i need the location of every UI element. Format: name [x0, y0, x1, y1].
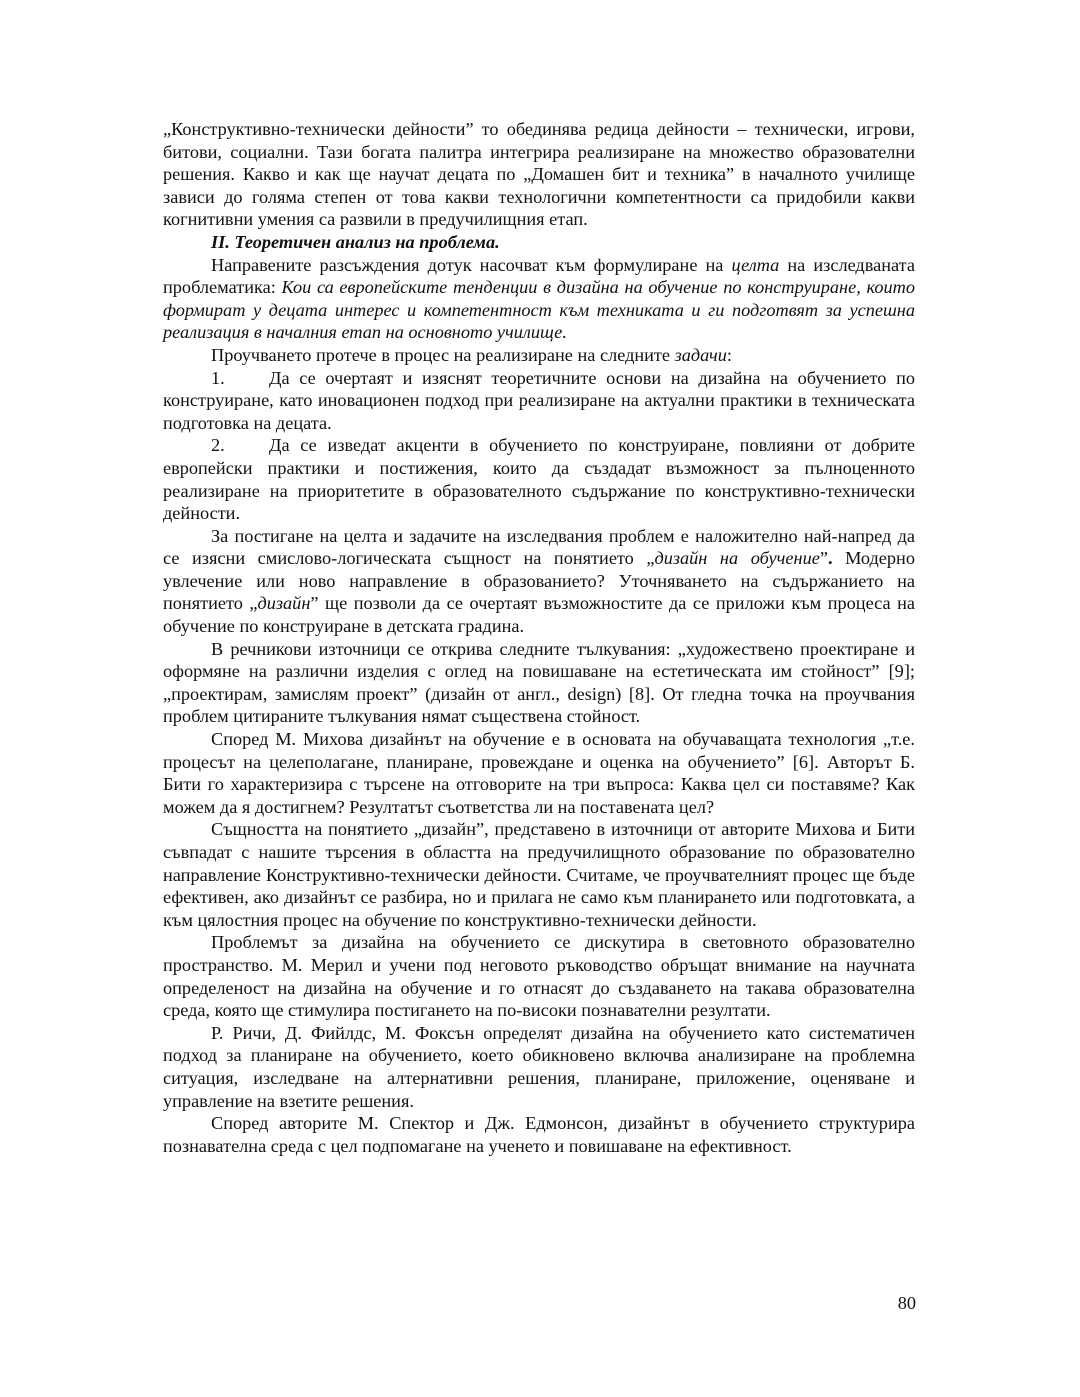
paragraph-dictionary: В речникови източници се открива следните тълкувания: „художествено проектиране и оформяне на различни изделия с оглед на повишаване на естетическата им стойност” [9]; „проектирам, замислям проект” (дизайн от англ., design) [8]. От гледна точка на проучвания проблем цитираните тълкувания нямат съществена стойност. — [163, 638, 915, 727]
task-number: 1. — [211, 367, 225, 388]
paragraph-tasks: Проучването протече в процес на реализиране на следните задачи: — [211, 344, 732, 365]
paragraph-essence: Същността на понятието „дизайн”, представено в източници от авторите Михова и Бити съвпадат с нашите търсения в областта на предучилищното образование по образователно направление Конструктивно-технически дейности. Считаме, че проучвателният процес ще бъде ефективен, ако дизайнът се разбира, но и прилага не само към планирането или подготовката, а към цялостния процес на обучение по конструктивно-технически дейности. — [163, 819, 915, 930]
paragraph-mihova: Според М. Михова дизайнът на обучение е в основата на обучаващата технология „т.е. процесът на целеполагане, планиране, провеждане и оценка на обучението” [6]. Авторът Б. Бити го характеризира с търсене на отговорите на три въпроса: Каква цел си поставяме? Как можем да я достигнем? Резултатът съответства ли на поставената цел? — [163, 729, 915, 817]
task-item-1: 1. Да се очертаят и изяснят теоретичните основи на дизайна на обучението по конструиране, като иновационен подход при реализиране на актуални практики в техническата подготовка на децата. — [163, 367, 915, 433]
term-learning-design: дизайн на обучение — [654, 548, 820, 569]
paragraph-design-concept: За постигане на целта и задачите на изследвания проблем е наложително най-напред да се изясни смислово-логическата същност на понятието „дизайн на обучение”. Модерно увлечение или ново направление в образованието? Уточняването на съдържанието на понятието „дизайн” ще позволи да се очертаят възможностите да се приложи към процеса на обучение по конструиране в детската градина. — [163, 525, 915, 637]
task-number: 2. — [211, 435, 225, 456]
document-page — [163, 118, 915, 1157]
task-item-2: 2. Да се изведат акценти в обучението по конструиране, повлияни от добрите европейски практики и постижения, които да създадат възможност за пълноценното реализиране на приоритетите в образователното съдържание по конструктивно-технически дейности. — [163, 435, 915, 524]
term-design: дизайн — [257, 593, 311, 614]
page-number: 80 — [897, 1293, 916, 1313]
paragraph-intro: „Конструктивно-технически дейности” то обединява редица дейности – технически, игрови, битови, социални. Тази богата палитра интегрира реализиране на множество образователни решения. Какво и как ще научат децата по „Домашен бит и техника” в началното училище зависи до голяма степен от това какви технологични компетентности са придобили какви когнитивни умения са развили в предучилищния етап. — [163, 119, 915, 230]
paragraph-spector: Според авторите М. Спектор и Дж. Едмонсон, дизайнът в обучението структурира познавателна среда с цел подпомагане на ученето и повишаване на ефективност. — [163, 1113, 915, 1156]
paragraph-richey: Р. Ричи, Д. Фийлдс, М. Фоксън определят дизайна на обучението като систематичен подход за планиране на обучението, което обикновено включва анализиране на проблемна ситуация, изследване на алтернативни решения, планиране, приложение, оценяване и управление на взетите решения. — [163, 1022, 915, 1111]
section-heading: II. Теоретичен анализ на проблема. — [211, 231, 500, 252]
paragraph-merrill: Проблемът за дизайна на обучението се дискутира в световното образователно пространство. М. Мерил и учени под неговото ръководство обръщат внимание на научната определеност на дизайна на обучение и го отнасят до създаването на такава образователна среда, която ще стимулира постигането на по-високи познавателни резултати. — [163, 932, 915, 1021]
goal-term: целта — [731, 254, 780, 275]
research-question: Кои са европейските тенденции в дизайна на обучение по конструиране, които формират у децата интерес и компетентност към техниката и ги подготвят за успешна реализация в началния етап на основното училище. — [163, 277, 915, 343]
tasks-term: задачи — [674, 344, 727, 365]
paragraph-goal: Направените разсъждения дотук насочват към формулиране на целта на изследваната проблематика: Кои са европейските тенденции в дизайна на обучение по конструиране, които формират у децата интерес и компетентност към техниката и ги подготвят за успешна реализация в началния етап на основното училище. — [163, 254, 915, 343]
